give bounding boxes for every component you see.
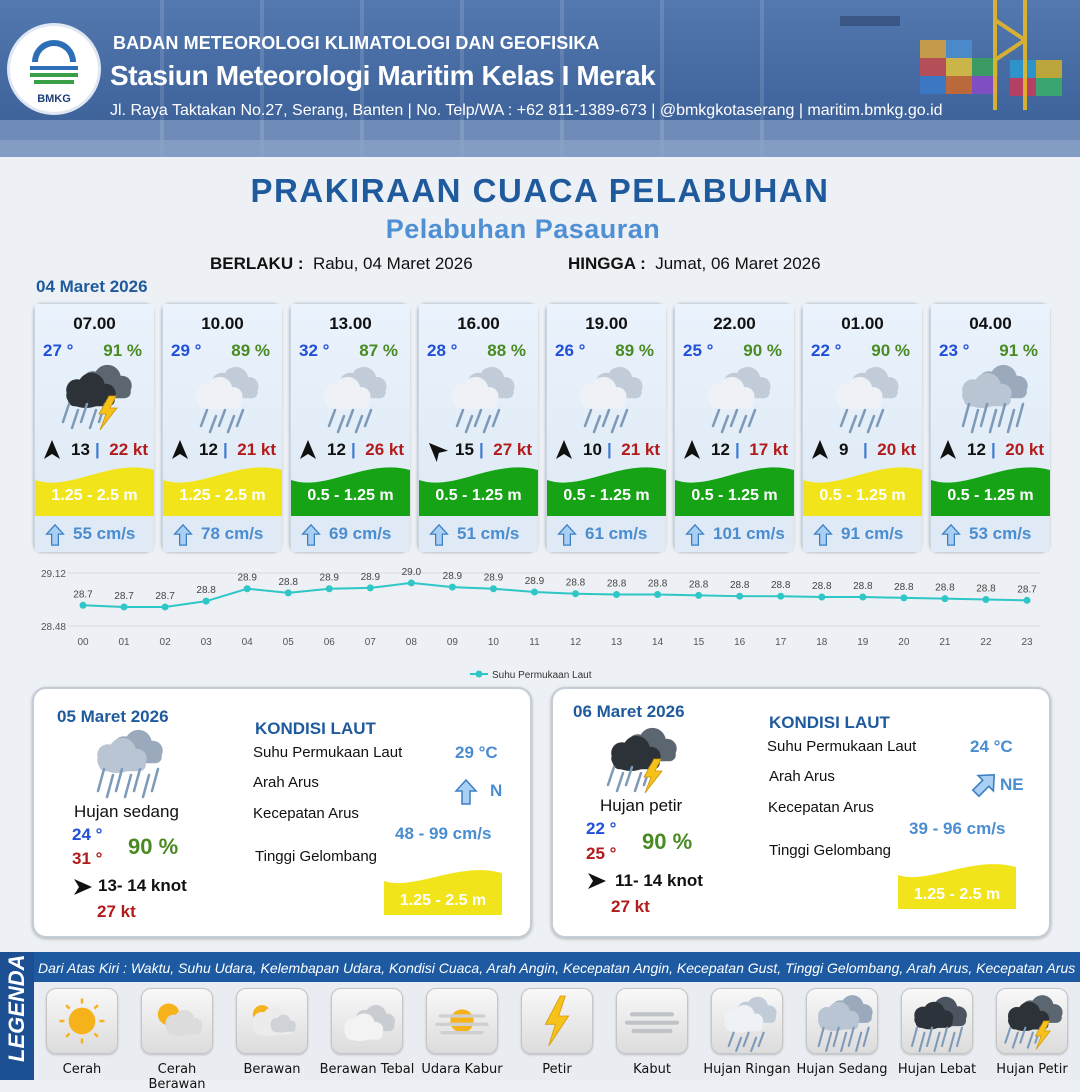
sst-point [203,598,210,605]
light-rain-icon [309,360,393,432]
current-speed-label: Kecepatan Arus [768,799,874,816]
x-tick-label: 13 [611,637,623,648]
y-tick-label: 29.12 [40,569,66,580]
sst-point [449,584,456,591]
current-row [675,516,794,552]
legend-item-label: Kabut [633,1062,671,1077]
moderate-rain-icon [949,360,1033,432]
current-speed: 51 cm/s [457,524,520,543]
air-temperature: 27 ° [43,341,74,360]
sst-value-label: 29.0 [401,566,422,578]
wind-speed: 11- 14 knot [615,871,703,890]
hourly-card [162,303,281,551]
temp-max: 31 ° [72,849,103,868]
sst-value-label: 28.8 [812,581,832,593]
wave-height-label: Tinggi Gelombang [255,848,378,865]
sst-point [162,603,169,610]
light-rain-icon [711,988,783,1054]
legend-item-label: Udara Kabur [421,1062,503,1077]
sst-value-label: 28.9 [360,571,381,583]
sst-value: 24 °C [970,737,1013,756]
legend-side-label [0,952,34,1080]
x-tick-label: 07 [364,637,376,648]
wave-height: 1.25 - 2.5 m [179,487,266,504]
fog-icon [616,988,688,1054]
current-direction-arrow-icon [557,524,577,546]
wind-separator: | [479,440,484,459]
day-forecast-card [551,687,1051,938]
sst-value-label: 28.9 [483,572,504,584]
humidity: 89 % [615,341,654,360]
legend-point-marker [476,671,483,678]
x-tick-label: 14 [652,637,664,648]
current-direction-label: Arah Arus [253,774,319,791]
humidity: 90 % [642,829,693,854]
current-speed-value: 48 - 99 cm/s [395,824,492,843]
wind-separator: | [991,440,996,459]
air-temperature: 26 ° [555,341,586,360]
sst-point [121,603,128,610]
sst-point [736,593,743,600]
forecast-time: 22.00 [713,314,756,333]
legend-title: LEGENDA [4,954,29,1062]
hourly-card [418,303,537,551]
current-row [803,516,922,552]
humidity: 90 % [871,341,910,360]
x-tick-label: 11 [529,637,540,648]
wind-separator: | [863,440,868,459]
forecast-time: 19.00 [585,314,628,333]
x-tick-label: 06 [323,637,335,648]
current-direction-arrow-icon [301,524,321,546]
valid-from-value: Rabu, 04 Maret 2026 [312,254,473,273]
humidity: 88 % [487,341,526,360]
wind-arrow-icon [72,877,94,897]
y-tick-label: 28.48 [40,622,66,633]
legend-item-label: Hujan Lebat [897,1062,977,1077]
wind-row [163,438,282,462]
wave-height: 0.5 - 1.25 m [307,487,394,504]
x-tick-label: 04 [241,637,253,648]
valid-until-label: HINGGA : [568,254,646,273]
wind-speed: 12 [199,440,218,459]
wind-speed: 9 [839,440,849,459]
wave-height: 0.5 - 1.25 m [563,487,650,504]
wind-separator: | [351,440,356,459]
forecast-time: 13.00 [329,314,372,333]
valid-from-label: BERLAKU : [210,254,304,273]
overcast-icon [331,988,403,1054]
legend-item-label: Hujan Sedang [796,1062,888,1077]
current-row [35,516,154,552]
wind-direction-arrow-icon [297,439,319,461]
wind-gust: 21 kt [237,440,276,459]
humidity: 87 % [359,341,398,360]
wind-separator: | [223,440,228,459]
wave-height: 0.5 - 1.25 m [691,487,778,504]
current-speed-label: Kecepatan Arus [253,805,359,822]
wind-row [931,438,1050,462]
sun-cloud-icon [141,988,213,1054]
humidity: 90 % [128,834,179,859]
humidity: 89 % [231,341,270,360]
wind-speed: 15 [455,440,474,459]
current-direction-value: NE [1000,775,1024,794]
current-speed: 101 cm/s [713,524,785,543]
wind-direction-arrow-icon [169,439,191,461]
x-tick-label: 05 [282,637,294,648]
current-direction-arrow-icon [173,524,193,546]
wind-gust: 20 kt [1005,440,1044,459]
light-rain-icon [437,360,521,432]
x-tick-label: 01 [118,637,130,648]
legend-item-label: Berawan Tebal [319,1062,415,1077]
thunderstorm-icon [53,360,137,432]
wind-row [291,438,410,462]
light-rain-icon [821,360,905,432]
wind-gust: 17 kt [749,440,788,459]
chart-legend-label: Suhu Permukaan Laut [492,670,592,681]
legend-item-label: Hujan Petir [996,1062,1068,1077]
sst-value-label: 28.8 [771,580,791,592]
current-direction-arrow-icon [455,779,477,805]
wind-speed: 10 [583,440,602,459]
heavy-rain-icon [901,988,973,1054]
sst-point [777,593,784,600]
wind-direction-arrow-icon [937,439,959,461]
sunny-icon [46,988,118,1054]
wave-height-value: 1.25 - 2.5 m [399,892,487,909]
current-direction-value: N [490,781,503,800]
sst-point [900,594,907,601]
current-direction-arrow-icon [941,524,961,546]
sst-point [244,585,251,592]
sst-point [490,585,497,592]
temp-min: 22 ° [586,819,617,838]
current-direction-arrow-icon [685,524,705,546]
sst-value-label: 28.8 [729,580,750,592]
wind-speed: 12 [327,440,346,459]
light-rain-icon [693,360,777,432]
moderate-rain-icon [806,988,878,1054]
sst-value-label: 28.9 [237,572,257,584]
forecast-time: 07.00 [73,314,116,333]
sst-point [1024,597,1031,604]
wave-height: 0.5 - 1.25 m [947,487,1034,504]
day-forecast-card [32,687,532,938]
air-temperature: 32 ° [299,341,330,360]
bmkg-logo [10,26,98,112]
air-temperature: 28 ° [427,341,458,360]
page-title: PRAKIRAAN CUACA PELABUHAN [250,172,830,209]
organization-name: BADAN METEOROLOGI KLIMATOLOGI DAN GEOFISIKA [113,33,600,53]
hourly-card [674,303,793,551]
wind-direction-arrow-icon [809,439,831,461]
sst-value-label: 28.8 [976,583,996,595]
wind-speed: 13- 14 knot [98,876,187,895]
wave-height: 0.5 - 1.25 m [435,487,522,504]
legend-icon-panel [34,982,1080,1092]
sst-value-label: 28.7 [73,589,93,601]
legend-item-label: Hujan Ringan [703,1062,791,1077]
header-banner [0,0,1080,157]
forecast-time: 16.00 [457,314,500,333]
legend-item-label: Cerah [62,1062,102,1077]
sst-label: Suhu Permukaan Laut [253,744,403,761]
moderate-rain-icon [84,725,168,797]
wave-height-label: Tinggi Gelombang [769,842,892,859]
wind-separator: | [607,440,612,459]
current-direction-arrow-icon [971,770,999,798]
sst-point [285,589,292,596]
cloudy-icon [236,988,308,1054]
wind-direction-arrow-icon [425,439,447,461]
lightning-icon [521,988,593,1054]
sst-value-label: 28.8 [647,578,668,590]
hourly-card [930,303,1049,551]
wind-row [675,438,794,462]
x-tick-label: 19 [857,637,869,648]
station-name: Stasiun Meteorologi Maritim Kelas I Merak [110,60,656,91]
legend-bar [0,952,1080,1092]
day-date: 06 Maret 2026 [573,702,685,721]
x-tick-label: 15 [693,637,705,648]
current-direction-arrow-icon [429,524,449,546]
sst-point [695,592,702,599]
forecast-time: 04.00 [969,314,1012,333]
air-temperature: 29 ° [171,341,202,360]
forecast-time: 10.00 [201,314,244,333]
x-tick-label: 08 [405,637,417,648]
x-tick-label: 20 [898,637,910,648]
current-direction-label: Arah Arus [769,768,835,785]
sst-value-label: 28.8 [688,579,709,591]
wind-row [419,438,538,462]
wind-arrow-icon [586,871,608,891]
light-rain-icon [181,360,265,432]
x-tick-label: 17 [775,637,787,648]
humidity: 91 % [103,341,142,360]
x-tick-label: 10 [487,637,499,648]
sst-value-label: 28.8 [278,576,298,588]
sst-point [613,591,620,598]
current-row [931,516,1050,552]
sst-point [941,595,948,602]
wind-row [547,438,666,462]
current-speed-value: 39 - 96 cm/s [909,819,1006,838]
thunderstorm-icon [598,723,682,795]
hourly-card [546,303,665,551]
weather-condition: Hujan petir [600,796,683,815]
legend-description: Dari Atas Kiri : Waktu, Suhu Udara, Kelembapan Udara, Kondisi Cuaca, Arah Angin, Kecepatan Angin, Kecepatan Gust, Tinggi Gelombang, Arah Arus, Kecepatan Arus [38,960,1076,976]
wind-direction-arrow-icon [41,439,63,461]
wind-speed: 12 [711,440,730,459]
current-direction-arrow-icon [813,524,833,546]
x-tick-label: 03 [200,637,212,648]
light-rain-icon [565,360,649,432]
valid-from [210,254,473,274]
sst-value-label: 28.8 [935,582,955,594]
sst-value-label: 28.8 [894,581,914,593]
wind-separator: | [95,440,100,459]
valid-until-value: Jumat, 06 Maret 2026 [655,254,821,273]
x-tick-label: 02 [159,637,171,648]
sst-value-label: 28.9 [524,576,545,588]
sst-value: 29 °C [455,743,498,762]
svg-text:BMKG: BMKG [37,93,71,105]
wind-speed: 12 [967,440,986,459]
legend-item-label: Cerah Berawan [148,1062,206,1092]
hourly-card [290,303,409,551]
x-tick-label: 23 [1021,637,1033,648]
legend-item-label: Berawan [243,1062,301,1077]
current-speed: 69 cm/s [329,524,392,543]
wind-gust: 27 kt [493,440,532,459]
temp-min: 24 ° [72,825,103,844]
sst-point [367,584,374,591]
air-temperature: 25 ° [683,341,714,360]
forecast-date: 04 Maret 2026 [36,277,148,296]
current-speed: 91 cm/s [841,524,904,543]
sea-condition-title: KONDISI LAUT [769,713,890,732]
x-tick-label: 21 [939,637,951,648]
humidity: 90 % [743,341,782,360]
current-row [547,516,666,552]
x-tick-label: 00 [77,637,89,648]
current-row [419,516,538,552]
sst-point [859,594,866,601]
sst-point [531,589,538,596]
current-speed: 61 cm/s [585,524,648,543]
current-speed: 55 cm/s [73,524,136,543]
current-row [291,516,410,552]
sst-point [572,590,579,597]
sst-point [326,585,333,592]
wind-row [35,438,154,462]
air-temperature: 23 ° [939,341,970,360]
current-row [163,516,282,552]
x-tick-label: 16 [734,637,746,648]
wind-separator: | [735,440,740,459]
sst-point [982,596,989,603]
x-tick-label: 18 [816,637,828,648]
sea-condition-title: KONDISI LAUT [255,719,376,738]
port-name: Pelabuhan Pasauran [385,214,661,244]
temp-max: 25 ° [586,844,617,863]
valid-until [568,254,821,274]
forecast-time: 01.00 [841,314,884,333]
wind-gust: 27 kt [97,902,136,921]
wind-direction-arrow-icon [553,439,575,461]
sst-value-label: 28.8 [606,578,627,590]
thunderstorm-icon [996,988,1068,1054]
day-date: 05 Maret 2026 [57,707,169,726]
x-tick-label: 22 [980,637,992,648]
wind-gust: 27 kt [611,897,650,916]
sst-point [818,594,825,601]
station-address: Jl. Raya Taktakan No.27, Serang, Banten | No. Telp/WA : +62 811-1389-673 | @bmkgkotaserang | maritim.bmkg.go.id [110,102,943,119]
wave-height: 0.5 - 1.25 m [819,487,906,504]
sst-value-label: 28.8 [565,577,586,589]
sst-value-label: 28.8 [853,581,873,593]
sst-value-label: 28.7 [114,590,134,602]
hourly-card [802,303,921,551]
wind-row [803,438,922,462]
x-tick-label: 09 [446,637,458,648]
legend-item-label: Petir [542,1062,572,1077]
sst-point [80,602,87,609]
current-speed: 53 cm/s [969,524,1032,543]
sst-point [654,591,661,598]
wind-gust: 26 kt [365,440,404,459]
sst-value-label: 28.7 [155,590,175,602]
wind-speed: 13 [71,440,90,459]
wind-gust: 22 kt [109,440,148,459]
sst-value-label: 28.7 [1017,584,1037,596]
humidity: 91 % [999,341,1038,360]
haze-icon [426,988,498,1054]
current-direction-arrow-icon [45,524,65,546]
wave-height-value: 1.25 - 2.5 m [913,886,1001,903]
hourly-card [34,303,153,551]
sst-line [83,583,1027,607]
sst-value-label: 28.9 [319,572,339,584]
weather-condition: Hujan sedang [74,802,179,821]
sst-point [408,579,415,586]
air-temperature: 22 ° [811,341,842,360]
sst-value-label: 28.8 [196,585,216,597]
sea-surface-temperature-chart [30,563,1050,681]
x-tick-label: 12 [569,637,582,648]
current-speed: 78 cm/s [201,524,264,543]
sst-value-label: 28.9 [442,571,463,583]
wind-gust: 20 kt [877,440,916,459]
wind-gust: 21 kt [621,440,660,459]
wind-direction-arrow-icon [681,439,703,461]
wave-height: 1.25 - 2.5 m [51,487,138,504]
sst-label: Suhu Permukaan Laut [767,738,917,755]
